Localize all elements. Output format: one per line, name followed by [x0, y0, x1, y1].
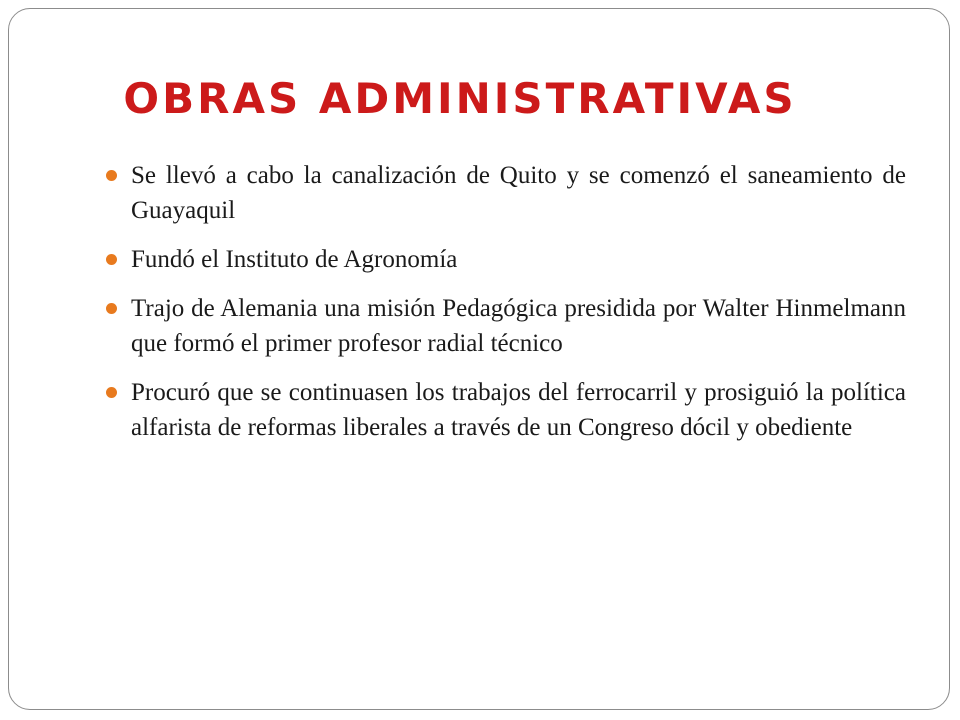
- bullet-marker-icon: [106, 303, 117, 314]
- slide-title: OBRAS ADMINISTRATIVAS: [123, 74, 797, 123]
- bullet-item: [106, 242, 906, 277]
- bullet-list: [106, 158, 906, 459]
- bullet-text: Procuró que se continuasen los trabajos del ferrocarril y prosiguió la política alfarista de reformas liberales a través de un Congreso dócil y obediente: [131, 379, 906, 441]
- bullet-marker-icon: [106, 254, 117, 265]
- bullet-text: Trajo de Alemania una misión Pedagógica presidida por Walter Hinmelmann que formó el primer profesor radial técnico: [131, 295, 906, 357]
- bullet-item: [106, 375, 906, 445]
- bullet-item: [106, 291, 906, 361]
- bullet-marker-icon: [106, 170, 117, 181]
- bullet-marker-icon: [106, 387, 117, 398]
- bullet-text: Fundó el Instituto de Agronomía: [131, 246, 458, 273]
- bullet-item: [106, 158, 906, 228]
- bullet-text: Se llevó a cabo la canalización de Quito y se comenzó el saneamiento de Guayaquil: [131, 162, 906, 224]
